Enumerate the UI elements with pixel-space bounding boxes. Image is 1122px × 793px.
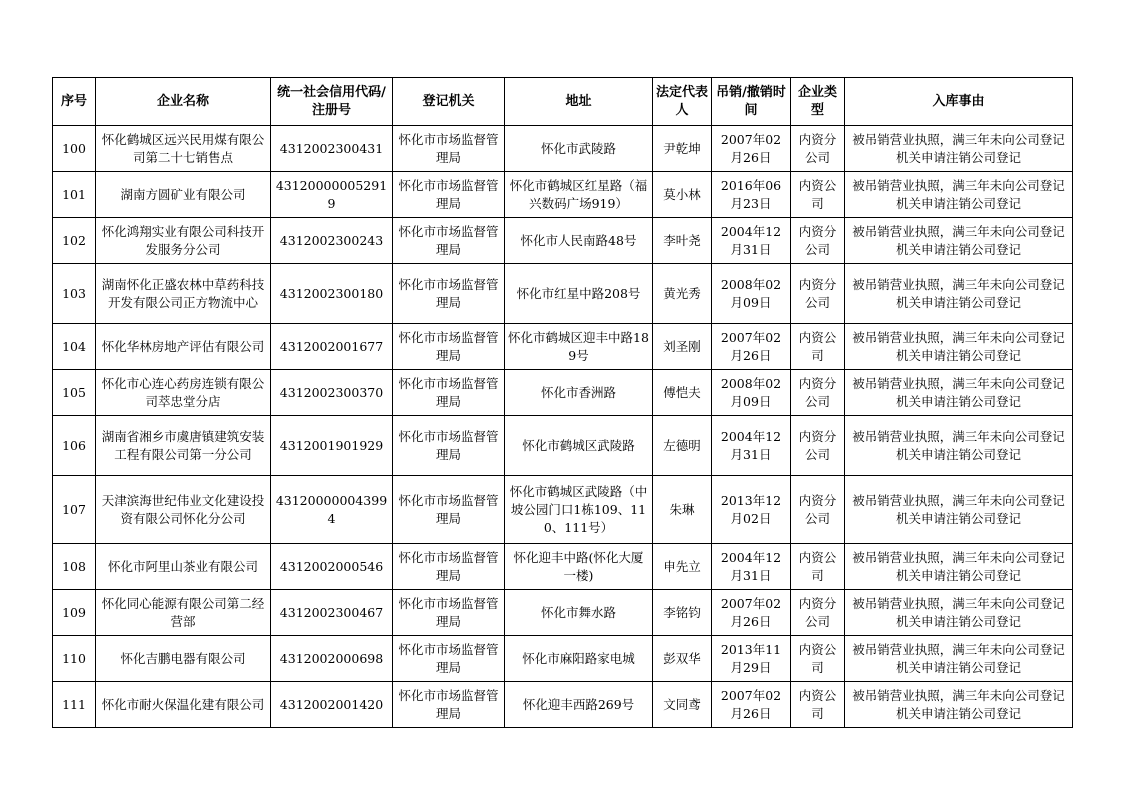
header-authority: 登记机关 (393, 78, 505, 126)
table-row (53, 172, 1073, 218)
cell-rep: 李叶尧 (653, 218, 712, 264)
cell-name: 怀化市耐火保温化建有限公司 (96, 682, 271, 728)
cell-reason: 被吊销营业执照，满三年未向公司登记机关申请注销公司登记 (845, 126, 1073, 172)
cell-reason: 被吊销营业执照，满三年未向公司登记机关申请注销公司登记 (845, 324, 1073, 370)
cell-date: 2008年02月09日 (712, 370, 791, 416)
cell-reason: 被吊销营业执照，满三年未向公司登记机关申请注销公司登记 (845, 416, 1073, 476)
cell-seq: 106 (53, 416, 96, 476)
cell-seq: 109 (53, 590, 96, 636)
cell-type: 内资分公司 (791, 590, 845, 636)
cell-reason: 被吊销营业执照，满三年未向公司登记机关申请注销公司登记 (845, 476, 1073, 544)
cell-authority: 怀化市市场监督管理局 (393, 590, 505, 636)
header-seq: 序号 (53, 78, 96, 126)
cell-seq: 108 (53, 544, 96, 590)
cell-type: 内资分公司 (791, 476, 845, 544)
cell-address: 怀化迎丰西路269号 (505, 682, 653, 728)
cell-code: 4312002300180 (271, 264, 393, 324)
cell-rep: 莫小林 (653, 172, 712, 218)
cell-code: 4312002001677 (271, 324, 393, 370)
cell-name: 怀化吉鹏电器有限公司 (96, 636, 271, 682)
cell-code: 4312002300370 (271, 370, 393, 416)
cell-authority: 怀化市市场监督管理局 (393, 264, 505, 324)
cell-seq: 111 (53, 682, 96, 728)
header-row (53, 78, 1073, 126)
cell-address: 怀化市舞水路 (505, 590, 653, 636)
table-row (53, 126, 1073, 172)
cell-reason: 被吊销营业执照，满三年未向公司登记机关申请注销公司登记 (845, 590, 1073, 636)
table-row (53, 544, 1073, 590)
cell-authority: 怀化市市场监督管理局 (393, 172, 505, 218)
cell-code: 431200000043994 (271, 476, 393, 544)
cell-reason: 被吊销营业执照，满三年未向公司登记机关申请注销公司登记 (845, 682, 1073, 728)
cell-type: 内资公司 (791, 324, 845, 370)
cell-code: 4312002000546 (271, 544, 393, 590)
cell-code: 4312002300431 (271, 126, 393, 172)
cell-name: 湖南怀化正盛农林中草药科技开发有限公司正方物流中心 (96, 264, 271, 324)
cell-authority: 怀化市市场监督管理局 (393, 126, 505, 172)
cell-date: 2007年02月26日 (712, 682, 791, 728)
cell-address: 怀化市麻阳路家电城 (505, 636, 653, 682)
table-row (53, 324, 1073, 370)
cell-rep: 李铭钧 (653, 590, 712, 636)
cell-seq: 103 (53, 264, 96, 324)
header-reason: 入库事由 (845, 78, 1073, 126)
cell-type: 内资分公司 (791, 416, 845, 476)
cell-rep: 文同鸢 (653, 682, 712, 728)
cell-reason: 被吊销营业执照，满三年未向公司登记机关申请注销公司登记 (845, 218, 1073, 264)
cell-date: 2004年12月31日 (712, 218, 791, 264)
table-row (53, 370, 1073, 416)
cell-address: 怀化市鹤城区武陵路（中坡公园门口1栋109、110、111号） (505, 476, 653, 544)
cell-seq: 110 (53, 636, 96, 682)
cell-seq: 102 (53, 218, 96, 264)
table-row (53, 416, 1073, 476)
cell-type: 内资分公司 (791, 126, 845, 172)
cell-date: 2004年12月31日 (712, 544, 791, 590)
header-rep: 法定代表人 (653, 78, 712, 126)
cell-reason: 被吊销营业执照，满三年未向公司登记机关申请注销公司登记 (845, 544, 1073, 590)
cell-name: 怀化华林房地产评估有限公司 (96, 324, 271, 370)
cell-type: 内资公司 (791, 172, 845, 218)
cell-date: 2013年11月29日 (712, 636, 791, 682)
cell-type: 内资分公司 (791, 218, 845, 264)
cell-reason: 被吊销营业执照，满三年未向公司登记机关申请注销公司登记 (845, 636, 1073, 682)
cell-address: 怀化市香洲路 (505, 370, 653, 416)
cell-address: 怀化市武陵路 (505, 126, 653, 172)
cell-name: 怀化市阿里山茶业有限公司 (96, 544, 271, 590)
table-row (53, 682, 1073, 728)
cell-name: 天津滨海世纪伟业文化建设投资有限公司怀化分公司 (96, 476, 271, 544)
cell-date: 2007年02月26日 (712, 590, 791, 636)
cell-authority: 怀化市市场监督管理局 (393, 544, 505, 590)
cell-address: 怀化市人民南路48号 (505, 218, 653, 264)
header-date: 吊销/撤销时间 (712, 78, 791, 126)
cell-authority: 怀化市市场监督管理局 (393, 636, 505, 682)
cell-authority: 怀化市市场监督管理局 (393, 416, 505, 476)
cell-code: 4312001901929 (271, 416, 393, 476)
cell-type: 内资公司 (791, 682, 845, 728)
cell-rep: 尹乾坤 (653, 126, 712, 172)
table-row (53, 264, 1073, 324)
cell-address: 怀化市鹤城区迎丰中路189号 (505, 324, 653, 370)
cell-rep: 彭双华 (653, 636, 712, 682)
cell-type: 内资分公司 (791, 370, 845, 416)
cell-code: 431200000052919 (271, 172, 393, 218)
cell-type: 内资公司 (791, 636, 845, 682)
cell-rep: 傅恺夫 (653, 370, 712, 416)
cell-date: 2004年12月31日 (712, 416, 791, 476)
header-name: 企业名称 (96, 78, 271, 126)
cell-address: 怀化迎丰中路(怀化大厦一楼) (505, 544, 653, 590)
cell-authority: 怀化市市场监督管理局 (393, 476, 505, 544)
cell-name: 怀化鹤城区远兴民用煤有限公司第二十七销售点 (96, 126, 271, 172)
revoked-enterprise-table (52, 77, 1073, 728)
cell-name: 怀化鸿翔实业有限公司科技开发服务分公司 (96, 218, 271, 264)
cell-name: 湖南省湘乡市虞唐镇建筑安装工程有限公司第一分公司 (96, 416, 271, 476)
cell-code: 4312002001420 (271, 682, 393, 728)
cell-date: 2008年02月09日 (712, 264, 791, 324)
header-type: 企业类型 (791, 78, 845, 126)
cell-authority: 怀化市市场监督管理局 (393, 218, 505, 264)
cell-address: 怀化市鹤城区红星路（福兴数码广场919） (505, 172, 653, 218)
cell-seq: 105 (53, 370, 96, 416)
cell-rep: 刘圣刚 (653, 324, 712, 370)
cell-date: 2013年12月02日 (712, 476, 791, 544)
cell-rep: 左德明 (653, 416, 712, 476)
cell-rep: 黄光秀 (653, 264, 712, 324)
cell-authority: 怀化市市场监督管理局 (393, 370, 505, 416)
cell-name: 怀化同心能源有限公司第二经营部 (96, 590, 271, 636)
cell-code: 4312002300243 (271, 218, 393, 264)
cell-date: 2016年06月23日 (712, 172, 791, 218)
cell-reason: 被吊销营业执照，满三年未向公司登记机关申请注销公司登记 (845, 370, 1073, 416)
header-code: 统一社会信用代码/注册号 (271, 78, 393, 126)
table-row (53, 476, 1073, 544)
cell-authority: 怀化市市场监督管理局 (393, 682, 505, 728)
table-row (53, 636, 1073, 682)
cell-code: 4312002300467 (271, 590, 393, 636)
table-row (53, 590, 1073, 636)
cell-reason: 被吊销营业执照，满三年未向公司登记机关申请注销公司登记 (845, 264, 1073, 324)
cell-code: 4312002000698 (271, 636, 393, 682)
cell-seq: 101 (53, 172, 96, 218)
cell-name: 怀化市心连心药房连锁有限公司萃忠堂分店 (96, 370, 271, 416)
cell-rep: 申先立 (653, 544, 712, 590)
cell-address: 怀化市鹤城区武陵路 (505, 416, 653, 476)
cell-type: 内资分公司 (791, 264, 845, 324)
cell-rep: 朱琳 (653, 476, 712, 544)
cell-type: 内资公司 (791, 544, 845, 590)
cell-reason: 被吊销营业执照，满三年未向公司登记机关申请注销公司登记 (845, 172, 1073, 218)
cell-name: 湖南方圆矿业有限公司 (96, 172, 271, 218)
cell-date: 2007年02月26日 (712, 324, 791, 370)
cell-date: 2007年02月26日 (712, 126, 791, 172)
table-row (53, 218, 1073, 264)
cell-authority: 怀化市市场监督管理局 (393, 324, 505, 370)
header-address: 地址 (505, 78, 653, 126)
cell-seq: 100 (53, 126, 96, 172)
cell-seq: 107 (53, 476, 96, 544)
cell-address: 怀化市红星中路208号 (505, 264, 653, 324)
cell-seq: 104 (53, 324, 96, 370)
